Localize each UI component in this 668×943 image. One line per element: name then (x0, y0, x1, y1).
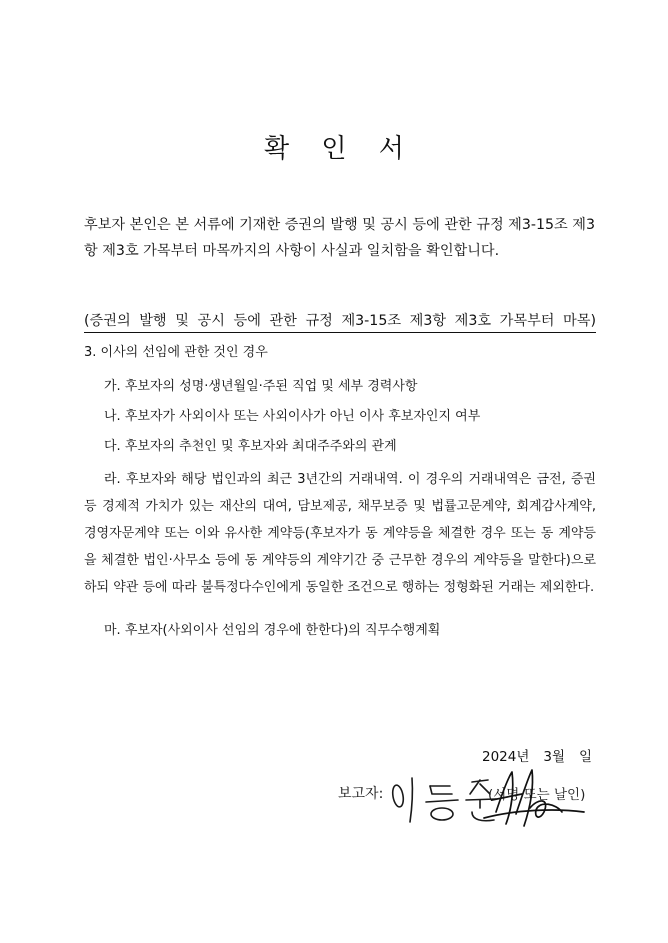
reporter-label: 보고자: (338, 786, 384, 802)
scope-underline (84, 332, 596, 333)
date-day: 일 (579, 749, 593, 765)
item-na: 나. 후보자가 사외이사 또는 사외이사가 아닌 이사 후보자인지 여부 (104, 409, 481, 424)
scope-text: (증권의 발행 및 공시 등에 관한 규정 제3-15조 제3항 제3호 가목부터 마목) (84, 313, 596, 329)
scope-reference (84, 308, 596, 334)
section-heading: 3. 이사의 선임에 관한 것인 경우 (84, 345, 268, 360)
date-month: 3월 (543, 749, 566, 765)
item-ra: 라. 후보자와 해당 법인과의 최근 3년간의 거래내역. 이 경우의 거래내역은 금전, 증권 등 경제적 가치가 있는 재산의 대여, 담보제공, 채무보증 및 법률고문계약, 회계감사계약, 경영자문계약 또는 이와 유사한 계약등(후보자가 동 계약등을 체결한 경우 또는 동 계약등을 체결한 법인·사무소 등에 동 계약등의 계약기간 중 근무한 경우의 계약등을 말한다)으로 하되 약관 등에 따라 불특정다수인에게 동일한 조건으로 행하는 정형화된 거래는 제외한다. (84, 472, 596, 595)
handwritten-signature (384, 764, 614, 834)
item-da: 다. 후보자의 추천인 및 후보자와 최대주주와의 관계 (104, 439, 397, 454)
signature-area (384, 764, 614, 834)
confirmation-statement: 후보자 본인은 본 서류에 기재한 증권의 발행 및 공시 등에 관한 규정 제3-15조 제3항 제3호 가목부터 마목까지의 사항이 사실과 일치함을 확인합니다. (84, 217, 596, 259)
date-year: 2024년 (482, 749, 530, 765)
item-ga: 가. 후보자의 성명·생년월일·주된 직업 및 세부 경력사항 (104, 379, 418, 394)
document-title: 확 인 서 (264, 134, 416, 164)
item-ma: 마. 후보자(사외이사 선임의 경우에 한한다)의 직무수행계획 (104, 623, 441, 638)
signature-note: (서명 또는 날인) (488, 787, 586, 803)
